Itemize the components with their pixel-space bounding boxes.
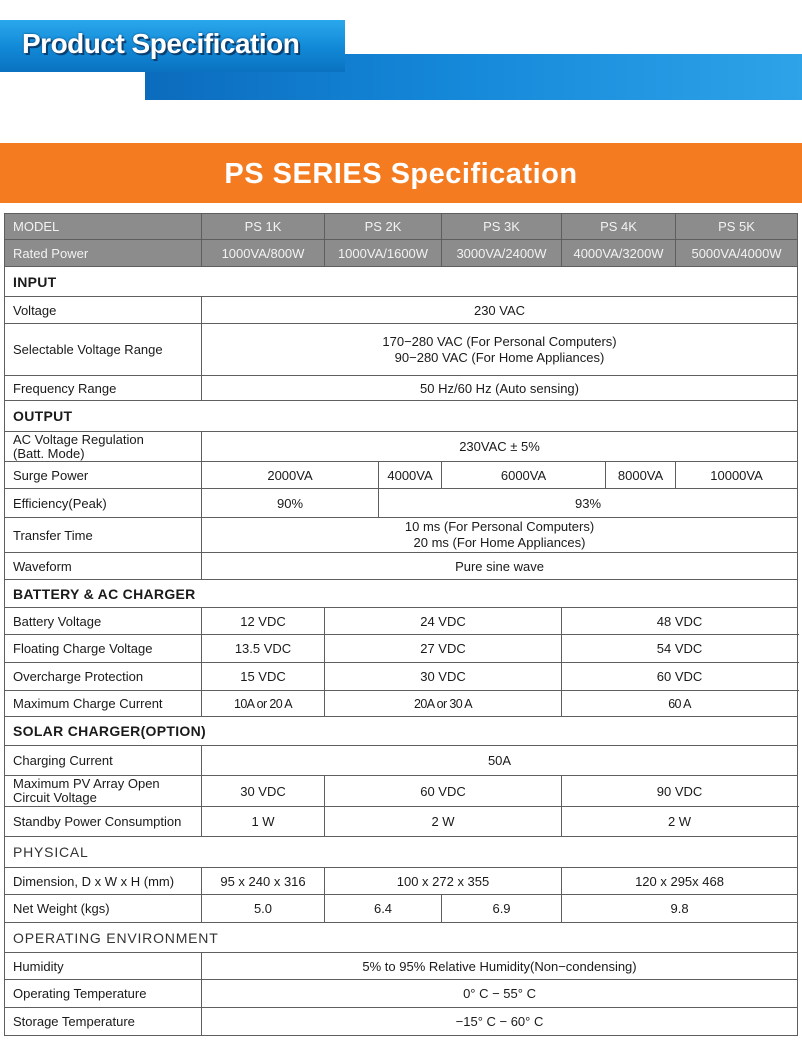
row-label: Storage Temperature: [5, 1008, 202, 1036]
section-row: [5, 580, 798, 608]
cell-value: 90%: [202, 489, 379, 518]
section-environment-title: OPERATING ENVIRONMENT: [5, 923, 798, 953]
row-label: Net Weight (kgs): [5, 895, 202, 923]
cell-value: 1 W: [202, 807, 325, 837]
model-ps2k: PS 2K: [325, 214, 442, 240]
label-line: AC Voltage Regulation: [13, 431, 144, 447]
table-row: [5, 663, 798, 691]
model-ps5k: PS 5K: [676, 214, 798, 240]
table-row: [5, 953, 798, 980]
row-label: Operating Temperature: [5, 980, 202, 1008]
row-label: Transfer Time: [5, 518, 202, 553]
cell-value: 6.9: [442, 895, 562, 923]
row-label: Waveform: [5, 553, 202, 580]
cell-value: 93%: [379, 489, 798, 518]
label-line: (Batt. Mode): [13, 445, 85, 461]
row-label: Battery Voltage: [5, 608, 202, 635]
section-battery-title: BATTERY & AC CHARGER: [5, 580, 798, 608]
rated-power-value: 1000VA/800W: [202, 240, 325, 267]
cell-value: 4000VA: [379, 462, 442, 489]
table-row: [5, 240, 798, 267]
cell-value: 6000VA: [442, 462, 606, 489]
range-line: 90−280 VAC (For Home Appliances): [394, 349, 605, 365]
row-label: Overcharge Protection: [5, 663, 202, 691]
cell-value: 6.4: [325, 895, 442, 923]
transfer-line: 20 ms (For Home Appliances): [413, 535, 586, 550]
table-row: [5, 635, 798, 663]
table-row: [5, 553, 798, 580]
table-row: [5, 489, 798, 518]
cell-value: 27 VDC: [325, 635, 562, 663]
cell-value: 90 VDC: [562, 776, 798, 807]
table-row: [5, 462, 798, 489]
cell-value: 5% to 95% Relative Humidity(Non−condensing): [202, 953, 798, 980]
row-label: Charging Current: [5, 746, 202, 776]
cell-value: 15 VDC: [202, 663, 325, 691]
table-row: [5, 746, 798, 776]
section-row: [5, 717, 798, 746]
cell-value: [202, 324, 798, 376]
range-line: 170−280 VAC (For Personal Computers): [382, 333, 617, 349]
cell-value: 30 VDC: [325, 663, 562, 691]
cell-value: 230VAC ± 5%: [202, 432, 798, 462]
table-row: [5, 895, 798, 923]
row-label: Surge Power: [5, 462, 202, 489]
row-label: [5, 432, 202, 462]
cell-value: 8000VA: [606, 462, 676, 489]
section-row: [5, 267, 798, 297]
cell-value: 2 W: [325, 807, 562, 837]
rated-power-value: 3000VA/2400W: [442, 240, 562, 267]
cell-value: 30 VDC: [202, 776, 325, 807]
rated-power-value: 5000VA/4000W: [676, 240, 798, 267]
table-row: [5, 691, 798, 717]
cell-value: Pure sine wave: [202, 553, 798, 580]
section-row: [5, 837, 798, 868]
section-output-title: OUTPUT: [5, 401, 798, 432]
table-row: [5, 518, 798, 553]
series-banner: [0, 143, 802, 203]
table-row: [5, 376, 798, 401]
cell-value: 12 VDC: [202, 608, 325, 635]
row-label: Dimension, D x W x H (mm): [5, 868, 202, 895]
cell-value: 50 Hz/60 Hz (Auto sensing): [202, 376, 798, 401]
cell-value: 48 VDC: [562, 608, 798, 635]
cell-value: 60 VDC: [325, 776, 562, 807]
cell-value: 54 VDC: [562, 635, 798, 663]
row-label: Efficiency(Peak): [5, 489, 202, 518]
table-row: [5, 608, 798, 635]
model-label: MODEL: [5, 214, 202, 240]
cell-value: 10000VA: [676, 462, 798, 489]
row-label: Voltage: [5, 297, 202, 324]
rated-power-value: 1000VA/1600W: [325, 240, 442, 267]
model-ps1k: PS 1K: [202, 214, 325, 240]
series-title: PS SERIES Specification: [224, 158, 578, 190]
section-input-title: INPUT: [5, 267, 798, 297]
rated-power-value: 4000VA/3200W: [562, 240, 676, 267]
cell-value: 10A or 20 A: [202, 691, 325, 717]
header-box: [0, 20, 345, 72]
row-label: Standby Power Consumption: [5, 807, 202, 837]
row-label: Maximum Charge Current: [5, 691, 202, 717]
row-label: [5, 776, 202, 807]
cell-value: 100 x 272 x 355: [325, 868, 562, 895]
table-row: [5, 807, 798, 837]
cell-value: 50A: [202, 746, 798, 776]
model-ps4k: PS 4K: [562, 214, 676, 240]
table-row: [5, 1008, 798, 1036]
cell-value: 24 VDC: [325, 608, 562, 635]
table-row: [5, 214, 798, 240]
table-row: [5, 297, 798, 324]
row-label: Floating Charge Voltage: [5, 635, 202, 663]
table-row: [5, 776, 798, 807]
table-row: [5, 324, 798, 376]
cell-value: 2000VA: [202, 462, 379, 489]
cell-value: 60 A: [562, 691, 798, 717]
cell-value: [202, 518, 798, 553]
cell-value: 120 x 295x 468: [562, 868, 798, 895]
cell-value: 230 VAC: [202, 297, 798, 324]
section-solar-title: SOLAR CHARGER(OPTION): [5, 717, 798, 746]
row-label: Humidity: [5, 953, 202, 980]
cell-value: 13.5 VDC: [202, 635, 325, 663]
cell-value: 95 x 240 x 316: [202, 868, 325, 895]
section-physical-title: PHYSICAL: [5, 837, 798, 868]
page-title: Product Specification: [22, 28, 300, 59]
cell-value: 60 VDC: [562, 663, 798, 691]
rated-power-label: Rated Power: [5, 240, 202, 267]
cell-value: 9.8: [562, 895, 798, 923]
table-row: [5, 432, 798, 462]
cell-value: −15° C − 60° C: [202, 1008, 798, 1036]
cell-value: 5.0: [202, 895, 325, 923]
spec-table: [4, 213, 798, 1036]
cell-value: 0° C − 55° C: [202, 980, 798, 1008]
row-label: Selectable Voltage Range: [5, 324, 202, 376]
cell-value: 2 W: [562, 807, 798, 837]
label-line: Maximum PV Array Open: [13, 776, 160, 791]
model-ps3k: PS 3K: [442, 214, 562, 240]
transfer-line: 10 ms (For Personal Computers): [404, 519, 595, 534]
section-row: [5, 923, 798, 953]
row-label: Frequency Range: [5, 376, 202, 401]
table-row: [5, 980, 798, 1008]
cell-value: 20A or 30 A: [325, 691, 562, 717]
label-line: Circuit Voltage: [13, 790, 97, 805]
section-row: [5, 401, 798, 432]
table-row: [5, 868, 798, 895]
